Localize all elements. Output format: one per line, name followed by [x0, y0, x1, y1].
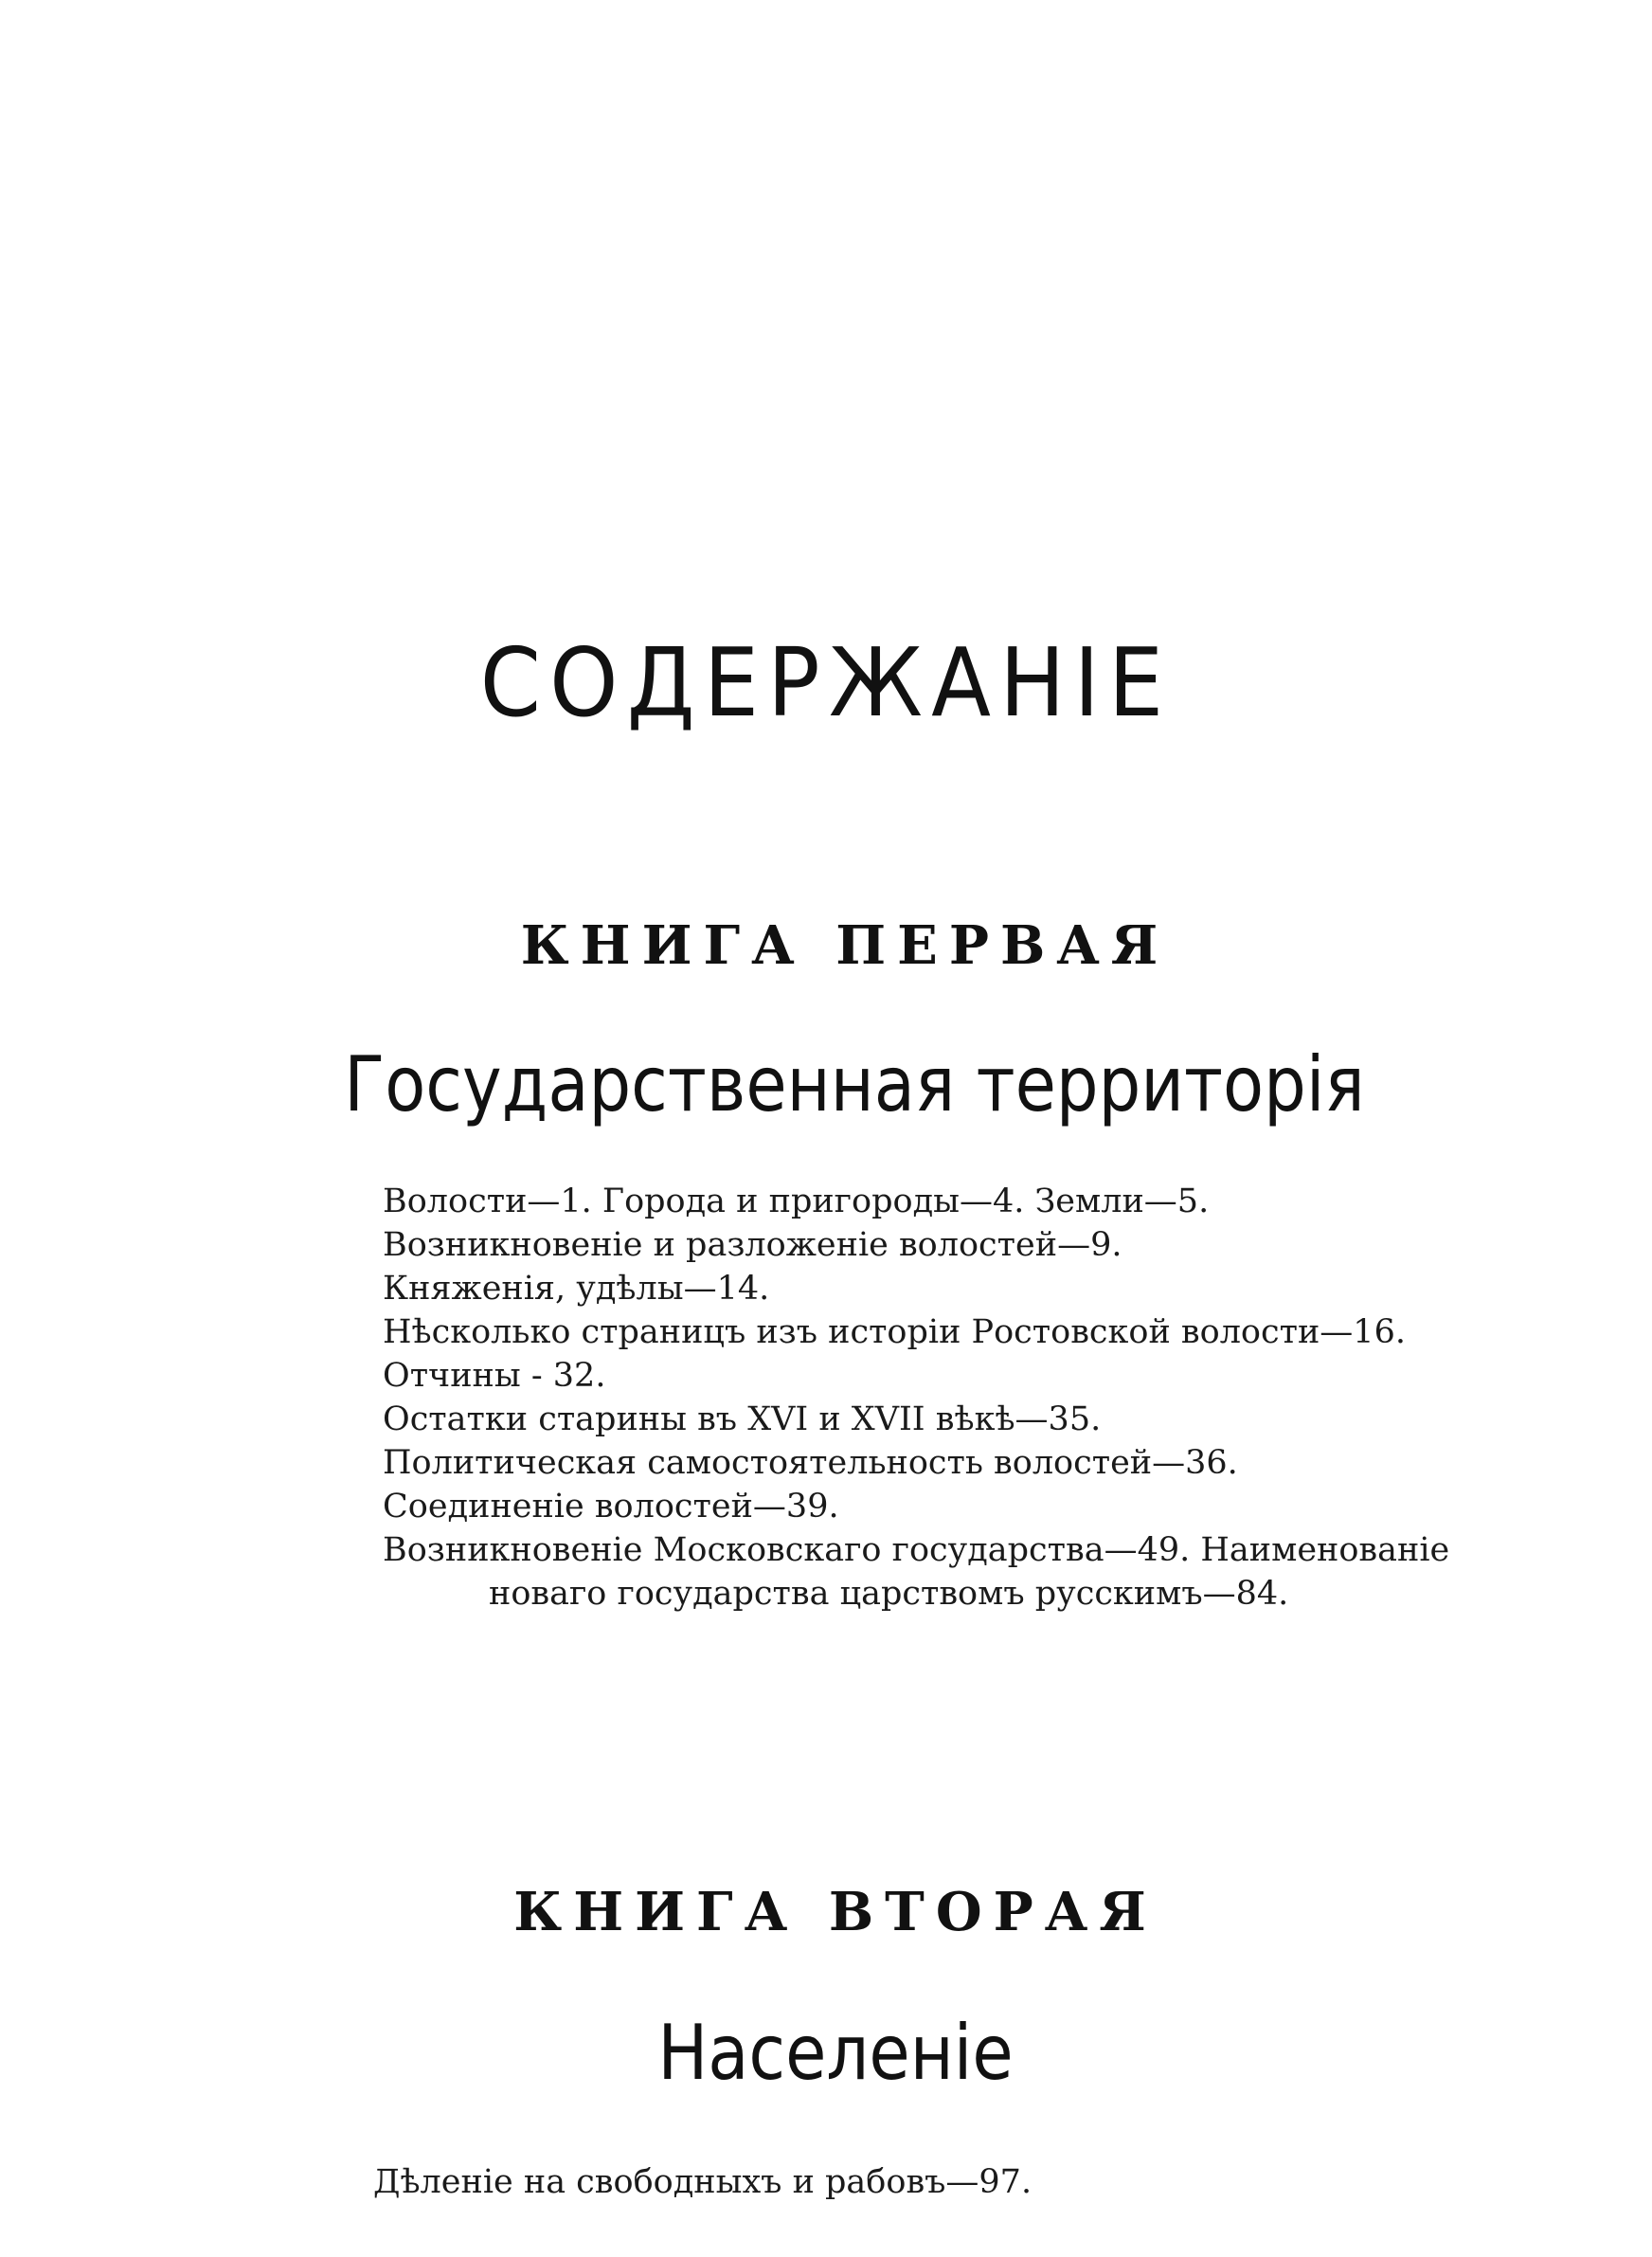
page-title: СОДЕРЖАНІЕ — [479, 627, 1173, 738]
toc-entry: Соединеніе волостей—39. — [383, 1488, 839, 1526]
toc-entry: Политическая самостоятельность волостей—36. — [383, 1444, 1238, 1482]
toc-entry: Возникновеніе и разложеніе волостей—9. — [383, 1226, 1122, 1264]
toc-entry: Возникновеніе Московскаго государства—49. Наименованіе новаго государства царствомъ русскимъ—84. — [383, 1531, 1450, 1613]
book-one-heading: КНИГА ПЕРВАЯ — [520, 914, 1170, 977]
book-one-contents-list — [383, 1180, 1450, 1616]
toc-entry: Нѣсколько страницъ изъ исторіи Ростовской волости—16. — [383, 1313, 1406, 1351]
book-two-title: Населеніе — [657, 2009, 1014, 2097]
toc-entry: Волости—1. Города и пригороды—4. Земли—5. — [383, 1183, 1210, 1220]
toc-entry: Отчины - 32. — [383, 1357, 606, 1395]
book-two-heading: КНИГА ВТОРАЯ — [513, 1881, 1158, 1943]
toc-entry: Княженія, удѣлы—14. — [383, 1270, 770, 1308]
toc-entry: Остатки старины въ XVI и XVII вѣкѣ—35. — [383, 1400, 1102, 1438]
book-two-contents-list — [373, 2160, 1032, 2204]
book-one-title: Государственная территорія — [344, 1040, 1365, 1128]
toc-entry: Дѣленіе на свободныхъ и рабовъ—97. — [373, 2163, 1032, 2201]
